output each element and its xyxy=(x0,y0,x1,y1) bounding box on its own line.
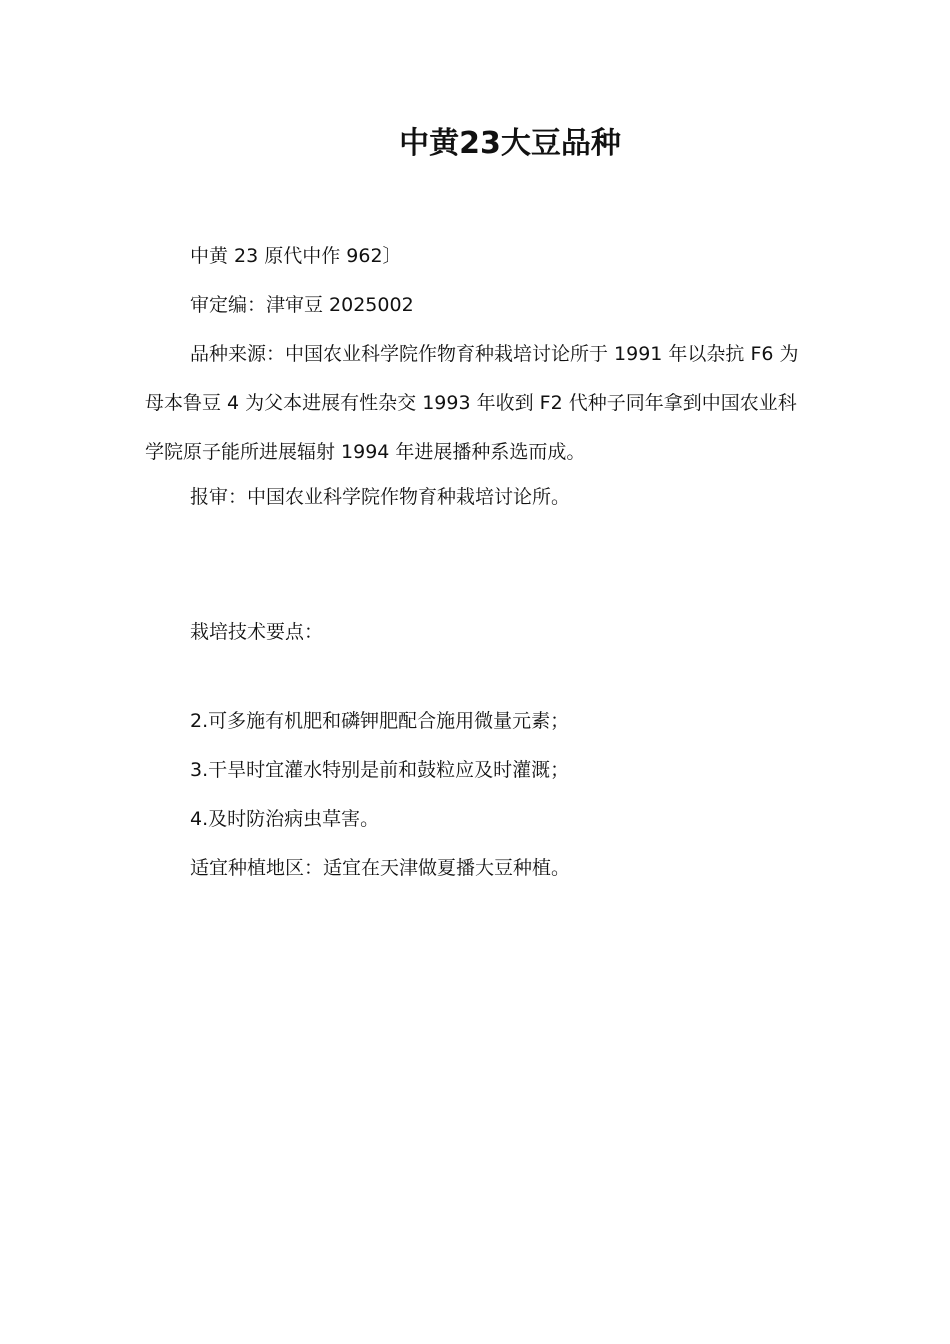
cultivation-heading: 栽培技术要点： xyxy=(190,621,324,643)
applicant-line: 报审：中国农业科学院作物育种栽培讨论所。 xyxy=(190,486,571,508)
cultivation-point-3: 3.干旱时宜灌水特别是前和鼓粒应及时灌溉； xyxy=(190,759,570,781)
approval-number-line: 审定编：津审豆 2025002 xyxy=(190,294,414,316)
cultivation-point-4: 4.及时防治病虫草害。 xyxy=(190,808,380,830)
cultivation-point-2: 2.可多施有机肥和磷钾肥配合施用微量元素； xyxy=(190,710,570,732)
variety-origin-paragraph: 品种来源：中国农业科学院作物育种栽培讨论所于 1991 年以杂抗 F6 为母本鲁豆 4 为父本进展有性杂交 1993 年收到 F2 代种子同年拿到中国农业科学院原子能所进展辐射 1994 年进展播种系选而成。 xyxy=(145,343,799,463)
suitable-region-line: 适宜种植地区：适宜在天津做夏播大豆种植。 xyxy=(190,857,571,879)
original-name-line: 中黄 23 原代中作 962〕 xyxy=(190,245,402,267)
document-title: 中黄23大豆品种 xyxy=(399,126,621,161)
